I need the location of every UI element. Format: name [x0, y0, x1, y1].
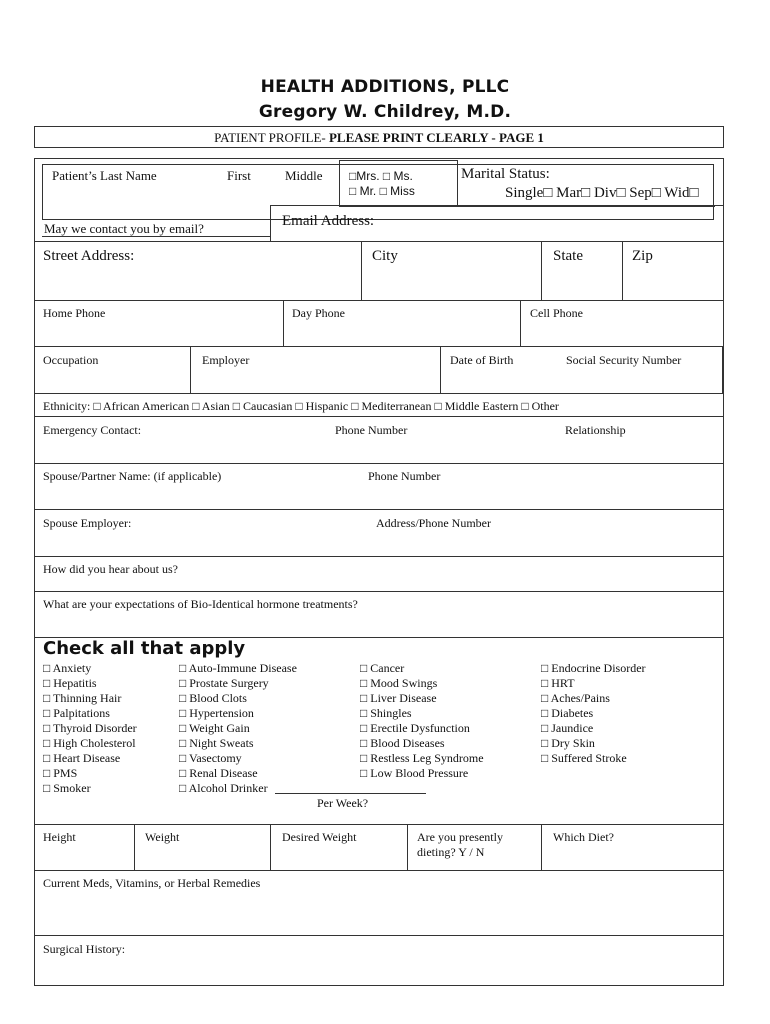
spouse-employer-address-field[interactable]: Address/Phone Number: [376, 516, 491, 530]
divider: [457, 160, 458, 206]
condition-anxiety[interactable]: □ Anxiety: [43, 661, 92, 675]
divider: [520, 300, 521, 346]
condition-liver-disease[interactable]: □ Liver Disease: [360, 691, 437, 705]
condition-blood-diseases[interactable]: □ Blood Diseases: [360, 736, 445, 750]
condition-auto-immune[interactable]: □ Auto-Immune Disease: [179, 661, 297, 675]
weight-field[interactable]: Weight: [145, 830, 180, 844]
condition-pms[interactable]: □ PMS: [43, 766, 78, 780]
condition-erectile-dysfunction[interactable]: □ Erectile Dysfunction: [360, 721, 470, 735]
condition-aches-pains[interactable]: □ Aches/Pains: [541, 691, 610, 705]
street-address-field[interactable]: Street Address:: [43, 248, 135, 264]
divider: [34, 393, 724, 394]
email-address-field[interactable]: Email Address:: [282, 213, 375, 229]
marital-status-label: Marital Status:: [461, 166, 550, 182]
condition-alcohol-drinker[interactable]: □ Alcohol Drinker: [179, 781, 268, 795]
surgical-history-field[interactable]: Surgical History:: [43, 942, 126, 956]
title-checkbox-row-1[interactable]: □Mrs. □ Ms.: [349, 169, 413, 183]
marital-status-options[interactable]: Single□ Mar□ Div□ Sep□ Wid□: [505, 185, 699, 201]
condition-list-col-4: [541, 661, 646, 766]
dieting-question-line-1: Are you presently: [417, 830, 503, 844]
condition-list-col-1: [43, 661, 137, 796]
title-checkbox-row-2[interactable]: □ Mr. □ Miss: [349, 184, 415, 198]
condition-restless-leg[interactable]: □ Restless Leg Syndrome: [360, 751, 484, 765]
divider: [722, 346, 723, 393]
zip-field[interactable]: Zip: [632, 248, 653, 264]
condition-vasectomy[interactable]: □ Vasectomy: [179, 751, 242, 765]
condition-suffered-stroke[interactable]: □ Suffered Stroke: [541, 751, 627, 765]
condition-cancer[interactable]: □ Cancer: [360, 661, 405, 675]
emergency-relationship-field[interactable]: Relationship: [565, 423, 626, 437]
condition-night-sweats[interactable]: □ Night Sweats: [179, 736, 254, 750]
condition-heart-disease[interactable]: □ Heart Disease: [43, 751, 121, 765]
occupation-field[interactable]: Occupation: [43, 353, 99, 367]
condition-list-col-2: [179, 661, 297, 796]
emergency-contact-field[interactable]: Emergency Contact:: [43, 423, 142, 437]
divider: [440, 346, 441, 393]
divider: [339, 160, 458, 161]
cell-phone-field[interactable]: Cell Phone: [530, 306, 583, 320]
divider: [339, 206, 715, 207]
condition-thyroid-disorder[interactable]: □ Thyroid Disorder: [43, 721, 137, 735]
condition-shingles[interactable]: □ Shingles: [360, 706, 412, 720]
condition-hypertension[interactable]: □ Hypertension: [179, 706, 254, 720]
divider: [541, 824, 542, 870]
middle-name-field[interactable]: Middle: [285, 168, 323, 183]
divider: [34, 556, 724, 557]
divider: [541, 241, 542, 300]
per-week-label: Per Week?: [317, 796, 369, 810]
divider: [42, 219, 271, 220]
condition-thinning-hair[interactable]: □ Thinning Hair: [43, 691, 122, 705]
date-of-birth-field[interactable]: Date of Birth: [450, 353, 514, 367]
emergency-phone-field[interactable]: Phone Number: [335, 423, 408, 437]
current-meds-field[interactable]: Current Meds, Vitamins, or Herbal Remedies: [43, 876, 261, 890]
spouse-phone-field[interactable]: Phone Number: [368, 469, 441, 483]
divider: [34, 824, 724, 825]
spouse-name-field[interactable]: Spouse/Partner Name: (if applicable): [43, 469, 222, 483]
divider: [270, 824, 271, 870]
condition-low-blood-pressure[interactable]: □ Low Blood Pressure: [360, 766, 469, 780]
hear-about-us-field[interactable]: How did you hear about us?: [43, 562, 178, 576]
doctor-name: Gregory W. Childrey, M.D.: [258, 102, 512, 122]
condition-jaundice[interactable]: □ Jaundice: [541, 721, 594, 735]
condition-mood-swings[interactable]: □ Mood Swings: [360, 676, 438, 690]
condition-list-col-3: [360, 661, 484, 781]
condition-hepatitis[interactable]: □ Hepatitis: [43, 676, 97, 690]
alcohol-amount-line[interactable]: [275, 793, 426, 794]
profile-banner: [34, 126, 724, 148]
divider: [270, 205, 724, 206]
profile-banner-text: [35, 130, 723, 146]
divider: [34, 416, 724, 417]
divider: [283, 300, 284, 346]
divider: [34, 935, 724, 936]
condition-dry-skin[interactable]: □ Dry Skin: [541, 736, 595, 750]
which-diet-field[interactable]: Which Diet?: [553, 830, 614, 844]
divider: [34, 241, 724, 242]
ssn-field[interactable]: Social Security Number: [566, 353, 682, 367]
employer-field[interactable]: Employer: [202, 353, 250, 367]
divider: [339, 160, 340, 206]
condition-weight-gain[interactable]: □ Weight Gain: [179, 721, 250, 735]
company-name: HEALTH ADDITIONS, PLLC: [260, 77, 510, 97]
home-phone-field[interactable]: Home Phone: [43, 306, 106, 320]
divider: [34, 346, 724, 347]
condition-high-cholesterol[interactable]: □ High Cholesterol: [43, 736, 136, 750]
check-all-heading: Check all that apply: [43, 638, 246, 659]
day-phone-field[interactable]: Day Phone: [292, 306, 345, 320]
condition-endocrine-disorder[interactable]: □ Endocrine Disorder: [541, 661, 646, 675]
last-name-field[interactable]: Patient’s Last Name: [52, 168, 157, 183]
divider: [134, 824, 135, 870]
city-field[interactable]: City: [372, 248, 398, 264]
email-contact-question[interactable]: May we contact you by email?: [44, 221, 204, 236]
divider: [407, 824, 408, 870]
dieting-question-line-2[interactable]: dieting? Y / N: [417, 845, 485, 859]
divider: [34, 870, 724, 871]
height-field[interactable]: Height: [43, 830, 76, 844]
condition-prostate-surgery[interactable]: □ Prostate Surgery: [179, 676, 269, 690]
expectations-field[interactable]: What are your expectations of Bio-Identical hormone treatments?: [43, 597, 358, 611]
condition-smoker[interactable]: □ Smoker: [43, 781, 91, 795]
first-name-field[interactable]: First: [227, 168, 251, 183]
divider: [190, 346, 191, 393]
divider: [622, 241, 623, 300]
ethnicity-options[interactable]: Ethnicity: □ African American □ Asian □ Caucasian □ Hispanic □ Mediterranean □ Middle Eastern □ Other: [43, 399, 559, 413]
divider: [34, 591, 724, 592]
spouse-employer-field[interactable]: Spouse Employer:: [43, 516, 132, 530]
divider: [34, 509, 724, 510]
state-field[interactable]: State: [553, 248, 583, 264]
divider: [361, 241, 362, 300]
condition-renal-disease[interactable]: □ Renal Disease: [179, 766, 258, 780]
profile-suffix: PLEASE PRINT CLEARLY - PAGE 1: [328, 130, 544, 145]
condition-hrt[interactable]: □ HRT: [541, 676, 575, 690]
profile-prefix: PATIENT PROFILE-: [214, 130, 326, 145]
condition-blood-clots[interactable]: □ Blood Clots: [179, 691, 247, 705]
divider: [34, 300, 724, 301]
condition-palpitations[interactable]: □ Palpitations: [43, 706, 110, 720]
desired-weight-field[interactable]: Desired Weight: [282, 830, 357, 844]
divider: [34, 463, 724, 464]
condition-diabetes[interactable]: □ Diabetes: [541, 706, 594, 720]
